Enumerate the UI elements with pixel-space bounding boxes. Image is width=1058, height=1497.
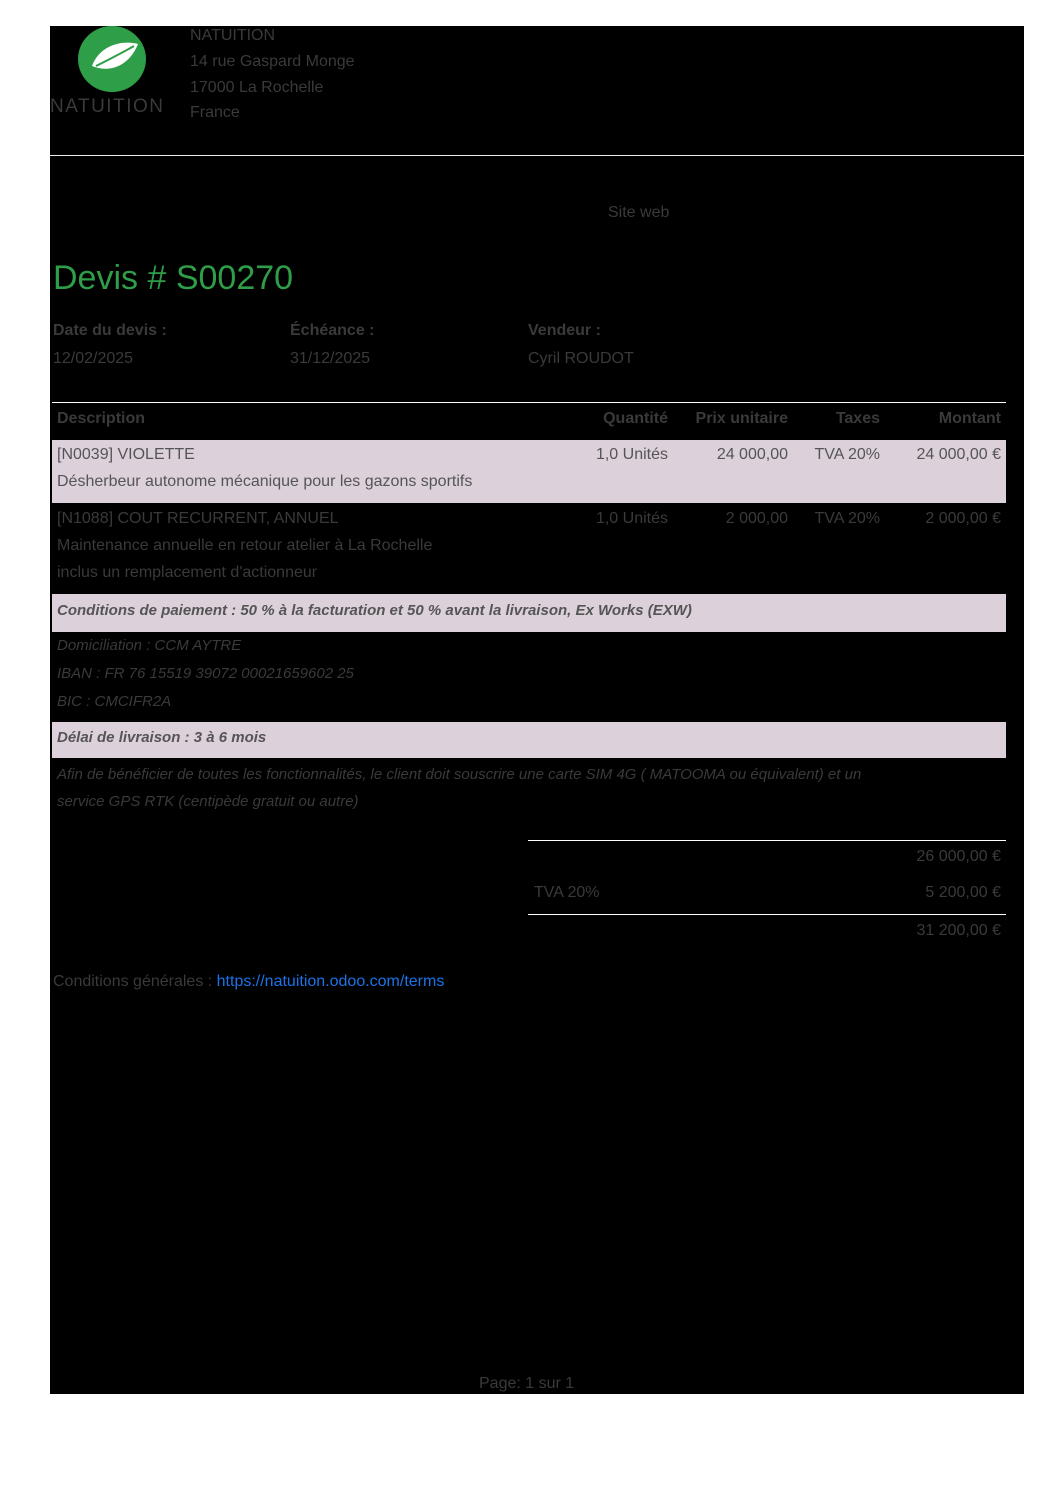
quote-title: Devis # S00270 [53, 259, 294, 297]
line-quantity: 1,0 Unités [595, 510, 668, 527]
line-taxes: TVA 20% [814, 510, 880, 527]
tax-value: 5 200,00 € [925, 884, 1001, 901]
page-number: Page: 1 sur 1 [479, 1375, 575, 1392]
line-amount: 24 000,00 € [916, 446, 1001, 463]
logo-text: NATUITION [50, 96, 165, 117]
header-amount: Montant [938, 410, 1001, 427]
bank-bic: BIC : CMCIFR2A [57, 693, 172, 710]
header-description: Description [57, 410, 146, 427]
tax-label: TVA 20% [534, 884, 600, 901]
line-quantity: 1,0 Unités [595, 446, 668, 463]
header-taxes: Taxes [835, 410, 880, 427]
seller-value: Cyril ROUDOT [528, 350, 634, 367]
terms-line [53, 973, 444, 991]
bank-iban: IBAN : FR 76 15519 39072 00021659602 25 [57, 665, 354, 682]
line-detail: Désherbeur autonome mécanique pour les gazons sportifs [57, 473, 473, 490]
totals-bottom-rule [528, 914, 1006, 915]
leaf-icon [78, 26, 146, 92]
terms-link[interactable]: https://natuition.odoo.com/terms [216, 973, 445, 990]
company-logo [50, 26, 180, 121]
payment-terms: Conditions de paiement : 50 % à la facturation et 50 % avant la livraison, Ex Works (EXW) [57, 602, 692, 619]
sim-note-line1: Afin de bénéficier de toutes les fonctionnalités, le client doit souscrire une carte SIM 4G ( MATOOMA ou équivalent) et un [57, 766, 862, 783]
company-name: NATUITION [190, 27, 276, 44]
terms-label: Conditions générales : [53, 973, 217, 990]
company-country: France [190, 104, 240, 121]
subtotal-value: 26 000,00 € [916, 848, 1001, 865]
seller-label: Vendeur : [528, 322, 601, 339]
line-title: [N1088] COUT RECURRENT, ANNUEL [57, 510, 339, 527]
website-link[interactable]: Site web [608, 204, 670, 221]
leaf-icon-svg [78, 26, 146, 92]
line-detail: inclus un remplacement d'actionneur [57, 564, 318, 581]
line-unit-price: 2 000,00 [725, 510, 788, 527]
line-unit-price: 24 000,00 [716, 446, 788, 463]
bank-domiciliation: Domiciliation : CCM AYTRE [57, 637, 242, 654]
delivery-delay: Délai de livraison : 3 à 6 mois [57, 729, 267, 746]
header-unit-price: Prix unitaire [695, 410, 788, 427]
company-address-line2: 17000 La Rochelle [190, 79, 324, 96]
quote-date-label: Date du devis : [53, 322, 167, 339]
line-detail: Maintenance annuelle en retour atelier à La Rochelle [57, 537, 433, 554]
company-address-line1: 14 rue Gaspard Monge [190, 53, 355, 70]
quote-expiry-label: Échéance : [290, 322, 375, 339]
header-divider [50, 155, 1024, 156]
quote-document [50, 26, 1024, 1394]
total-value: 31 200,00 € [916, 922, 1001, 939]
line-taxes: TVA 20% [814, 446, 880, 463]
quote-expiry-value: 31/12/2025 [290, 350, 371, 367]
header-quantity: Quantité [603, 410, 668, 427]
totals-top-rule [528, 840, 1006, 841]
line-amount: 2 000,00 € [925, 510, 1001, 527]
table-top-rule [52, 402, 1006, 403]
sim-note-line2: service GPS RTK (centipède gratuit ou autre) [57, 793, 359, 810]
quote-date-value: 12/02/2025 [53, 350, 134, 367]
line-title: [N0039] VIOLETTE [57, 446, 195, 463]
